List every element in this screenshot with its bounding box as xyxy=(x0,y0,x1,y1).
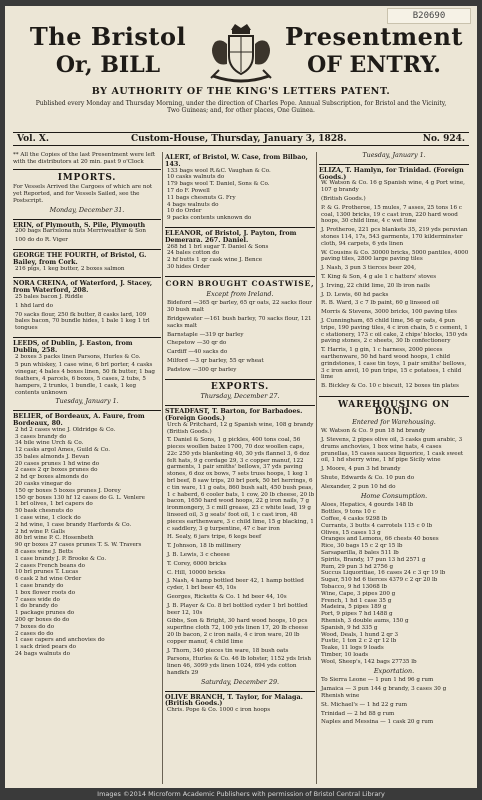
cargo-line: J. Protheroe, 221 pcs blankets 35, 219 yds peruvian stones 114, 17s, 543 garments, 170 kilderminster cloth, 94 carpets, 6 yds linen xyxy=(321,227,468,247)
place-date-label: Custom-House, Thursday, January 3, 1828. xyxy=(131,134,347,144)
cargo-line: T. Harris, 1 g gin, 1 c harness, 2000 pieces earthenware, 50 hd hard wood hoops, 1 child grindstones, 1 case tin toys, 1 pair smiths' bellows, 3 c iron anvil, 10 pun tripe, 15 c potatoes, 1 child lime xyxy=(321,347,467,381)
cargo-line: Rhenish, 3 double aums, 150 g xyxy=(321,618,409,625)
cargo-line: W. Watson & Co. 9 pun 18 hd brandy xyxy=(321,428,426,435)
cargo-line: 35 bales almonds J. Bevan xyxy=(15,453,90,460)
cargo-line: 2 hd wine P. Galls xyxy=(15,528,66,535)
cargo-line: Currants, 3 butts 4 carrotels 115 c 0 lb xyxy=(321,522,433,529)
cargo-line: W. Cousins & Co. 30000 bricks, 5000 pantiles, 4000 paving tiles, 2800 large paving tiles xyxy=(321,249,469,263)
cargo-line: St. Michael's — 1 hd 22 g rum xyxy=(321,701,408,708)
cargo-line: Bideford —365 qr barley, 65 qr oats, 22 sacks flour 30 bush malt xyxy=(167,300,312,314)
cargo-line: Milford —3 qr barley, 55 qr wheat xyxy=(167,357,264,364)
cargo-line: 70 sacks flour, 250 fk butter, 8 casks lard, 109 bales bacon, 70 bundle hides, 1 bale 1 keg 1 trl tongues xyxy=(15,311,150,332)
cargo-line: 2 boxes 3 packs linen Parsons, Hurles & Co. xyxy=(15,353,141,360)
cargo-line: Oranges and Lemons, 66 chests 40 boxes xyxy=(321,536,439,543)
cargo-line: 20 casks vinegar do xyxy=(15,481,72,488)
cargo-line: 100 do do R. Viger xyxy=(15,237,68,244)
cargo-line: 133 bags wool R.&C. Vaughan & Co. xyxy=(167,167,271,174)
cargo-line: Urch & Pritchard, 12 g Spanish wine, 108 g brandy (British Goods.) xyxy=(167,421,314,435)
cargo-line: C. Hill, 10000 bricks xyxy=(167,569,226,576)
cargo-line: J. Irving, 22 child lime, 20 lb iron nails xyxy=(321,282,430,289)
cargo-line: Fustic, 1 ton 2 c 2 qr 12 lb xyxy=(321,638,397,645)
date-heading: Tuesday, January 1. xyxy=(55,397,119,406)
home-consumption-heading: Home Consumption. xyxy=(360,491,428,500)
exportation-list xyxy=(319,677,469,726)
warehousing-heading: WAREHOUSING ON BOND. xyxy=(319,396,469,416)
cargo-list xyxy=(165,707,315,714)
cargo-line: J. Cunningham, 65 child lime, 56 qr oats, 4 pun tripe, 190 paving tiles, 4 c iron chain, 5 c cement, 1 c stationery, 173 c oil cake, 2 chips' blocks, 150 yds paving stones, 2 c sheets, 30 lb confectionery xyxy=(321,317,468,345)
cargo-line: 25 bales bacon J. Riddle xyxy=(15,293,83,300)
cargo-list xyxy=(165,422,315,677)
cargo-line: Sarsaparilla, 8 bales 511 lb xyxy=(321,550,399,557)
cargo-line: Rum, 29 pun 3 hd 2756 g xyxy=(321,563,394,570)
cargo-line: 9 packs contents unknown do xyxy=(167,215,252,222)
image-credit: Images ©2014 Microform Academic Publishers with permission of Bristol Central Library xyxy=(97,790,385,798)
cargo-line: 8 cases wine J. Betts xyxy=(15,549,74,556)
cargo-line: Port, 9 pipes 7 hd 1488 g xyxy=(321,611,393,618)
cargo-line: J. Stevens, 2 pipes olive oil, 3 casks gum arabic, 3 drums anchovies, 1 box wine hats, 4 cases prunellas, 15 cases sauces liquorice, 1 cask sweet oil, 1 hd sherry wine, 1 hf pipe Sicily wine xyxy=(321,437,464,464)
cargo-line: 216 pigs, 1 keg butter, 2 boxes salmon xyxy=(15,265,125,272)
vessel-name: STEADFAST, T. Barton, for Barbadoes. (Foreign Goods.) xyxy=(165,405,315,422)
masthead xyxy=(13,20,469,124)
cargo-line: T. Johnson, 18 lb millinery xyxy=(167,543,241,550)
cargo-line: Timber, 10 loads xyxy=(321,652,369,658)
vessel-name: ALERT, of Bristol, W. Case, from Bilbao, 143. xyxy=(165,153,308,168)
cargo-line: 1 case wine, 1 clock do xyxy=(15,515,81,522)
date-heading: Tuesday, January 1. xyxy=(362,152,426,159)
cargo-line: 4 bags walnuts do xyxy=(167,201,219,208)
cargo-line: 1 sack dried pears do xyxy=(15,644,77,651)
cargo-line: 10 brl prunes T. Lucas xyxy=(15,569,79,576)
cargo-line: 2 hd wine, 1 case brandy Harfords & Co. xyxy=(15,521,132,528)
cargo-line: 1 box flower roots do xyxy=(15,589,76,596)
cargo-line: Rice, 30 bags 15 c 2 qr 15 lb xyxy=(321,543,403,550)
cargo-line: 268 hd 1 brl sugar T. Daniel & Sons xyxy=(167,243,269,250)
warehousing-list xyxy=(319,428,469,490)
vessel-name: GEORGE THE FOURTH, of Bristol, G. Bailey, from Cork. xyxy=(13,249,161,266)
cargo-line: J. Moore, 4 pun 3 hd brandy xyxy=(321,466,401,473)
cargo-line: J. B. Player & Co. 8 brl bottled cyder 1 brl bottled beer 12, 10s xyxy=(167,602,308,616)
date-heading: Saturday, December 29. xyxy=(200,677,280,686)
coastwise-list xyxy=(165,300,315,373)
cargo-line: Succus Liquoritiae, 16 cases 24 c 3 qr 19 lb xyxy=(321,570,446,577)
cargo-line: J. Thorn, 340 pieces tin ware, 18 bush oats xyxy=(167,647,289,654)
column-1 xyxy=(13,152,161,784)
cargo-line: Aloes, Hepatics, 4 gourds 148 lb xyxy=(321,502,414,509)
cargo-line: To Sierra Leone — 1 pun 1 hd 96 g rum xyxy=(321,677,434,684)
cargo-line: 12 casks argol Ames, Guild & Co. xyxy=(15,447,110,454)
home-consumption-list xyxy=(319,502,469,665)
column-divider xyxy=(316,152,317,784)
dateline xyxy=(13,132,469,146)
cargo-line: Jamaica — 3 pun 144 g brandy, 3 cases 30 g Rhenish wine xyxy=(321,686,447,699)
imports-heading: IMPORTS. xyxy=(57,172,117,183)
vessel-name: NORA CREINA, of Waterford, J. Stacey, from Waterford, 208. xyxy=(13,277,161,294)
shelfmark-label: B20690 xyxy=(387,8,471,24)
royal-crest-icon xyxy=(201,20,281,86)
cargo-line: T. Corey, 6000 bricks xyxy=(167,560,227,567)
cargo-line: Coffee, 4 casks 9298 lb xyxy=(321,516,387,523)
cargo-line: Chris. Pope & Co. 1000 c iron hoops xyxy=(167,707,271,714)
vessel-name: ELEANOR, of Bristol, J. Payton, from Demerara. 267. Daniel. xyxy=(165,227,315,244)
cargo-line: T. Daniel & Sons, 1 g pickles, 400 tons coal, 56 pieces woollen baize 1700, 70 doz woollen caps, 22c 250 yds blanketing 40, 30 yds flannel 3, 6 doz felt hats, 9 g cordage 29, 3 c copper manuf, 122 garments, 1 pair smiths' bellows, 37 yds paving stones, 6 doz ox bows, 7 sets truss hoops, 1 keg 1 brl beef, 8 saw trips, 20 brl pork, 50 brl herrings, 6 c tin ware, 11 g oats, 860 bush salt, 450 bush peas, 1 c haberd, 6 cooler bats, 1 cow, 20 lb cheese, 20 lb bacon, 1650 hard wood hoops, 22 g iron nails, 7 g ironmongery, 3 c mill grease, 23 c white lead, 19 g linseed oil, 3 g seats' foot oil, 1 c cast iron, 48 pieces earthenware, 3 c child lime, 15 g blacking, 1 c saddlery, 3 g turpentine, 47 c bar iron xyxy=(167,437,315,532)
cargo-line: P. & G. Protheroe, 15 mules, 7 asses, 25 tons 16 c coal, 1300 bricks, 19 c cast iron, 220 hard wood hoops, 30 child lime, 4 c wet lime xyxy=(321,204,462,225)
cargo-line: Olives, 15 cases 13 g xyxy=(321,529,381,536)
cargo-line: French, 1 hd 1 case 35 g xyxy=(321,597,392,604)
cargo-line: Trinidad — 2 hd 88 g rum xyxy=(321,710,395,717)
cargo-line: 179 bags wool T. Daniel, Sons & Co. xyxy=(167,181,270,188)
cargo-line: T. King & Son, 4 g ale 1 c hatters' stoves xyxy=(321,273,437,280)
cargo-line: Shute, Edwards & Co. 10 pun do xyxy=(321,475,415,482)
cargo-line: 6 cask 2 hd wine Order xyxy=(15,576,82,583)
cargo-line: Naples and Messina — 1 cask 20 g rum xyxy=(321,719,434,726)
cargo-line: Alexander, 2 pun 10 hd do xyxy=(321,483,396,490)
cargo-line: 2 hf butts 1 qr cask wine J. Bence xyxy=(167,257,263,264)
cargo-line: Bridgewater —161 bush barley, 70 sacks flour, 121 sacks malt xyxy=(167,315,312,329)
vessel-name: BELIER, of Bordeaux, A. Faure, from Bordeaux, 80. xyxy=(13,410,161,427)
cargo-line: 1 case brandy J. P. Brooke & Co. xyxy=(15,555,107,562)
date-heading: Thursday, December 27. xyxy=(200,392,280,401)
vessel-name: OLIVE BRANCH, T. Taylor, for Malaga. (British Goods.) xyxy=(165,691,315,708)
cargo-line: Spirits, Brandy, 17 pun 13 hd 2571 g xyxy=(321,556,426,563)
cargo-line: 24 bales cotton do xyxy=(167,250,220,257)
cargo-line: J. B. Lewis, 3 c cheese xyxy=(167,552,230,559)
cargo-line: W. Watson & Co. 16 g Spanish wine, 4 g Port wine, 107 g brandy xyxy=(321,180,465,194)
exports-heading: EXPORTS. xyxy=(165,379,315,391)
cargo-line: 34 bile wine Urch & Co. xyxy=(15,440,84,447)
cargo-line: Wine, Cape, 3 pipes 200 g xyxy=(321,590,396,597)
title-right-line-2: OF ENTRY. xyxy=(307,52,441,78)
column-2 xyxy=(165,152,315,784)
cargo-line: 11 bags chesnuts G. Fry xyxy=(167,194,236,201)
cargo-line: H. Sealy, 6 jars tripe, 6 kegs beef xyxy=(167,534,262,541)
cargo-list xyxy=(319,180,469,390)
cargo-line: 200 bags Barcelona nuts Merriweather & Son xyxy=(15,228,146,235)
cargo-line: 150 qr boxes 130 hf 12 cases do G. L. Venlere xyxy=(15,494,145,501)
vessel-name: LEEDS, of Dublin, J. Easton, from Dublin, 258. xyxy=(13,337,161,354)
coastwise-heading: CORN BROUGHT COASTWISE, xyxy=(165,276,315,288)
cargo-line: J. Nash, 3 pun 3 tierces beer 204, xyxy=(321,265,417,272)
cargo-line: Sugar, 510 hd 6 tierces 4379 c 2 qr 20 lb xyxy=(321,577,438,584)
cargo-line: 7 boxes do do xyxy=(15,623,55,630)
cargo-line: 90 qr boxes 27 cases prunes T. S. W. Travers xyxy=(15,542,142,549)
cargo-line: 1 package prunes do xyxy=(15,610,75,617)
cargo-line: 1 case brandy do xyxy=(15,583,64,590)
date-heading: Monday, December 31. xyxy=(49,205,125,214)
cargo-line: 80 brl wine P. C. Hosenbeth xyxy=(15,535,94,542)
cargo-line: 1 hhd lard do xyxy=(15,302,54,309)
cargo-line: Bottles, 9 tons 10 c xyxy=(321,509,376,516)
cargo-line: 2 hd qr boxes almonds do xyxy=(15,474,88,481)
newspaper-page xyxy=(5,6,477,788)
cargo-line: Cardiff —40 sacks do xyxy=(167,349,228,356)
cargo-line: Georges, Ricketts & Co. 1 hd beer 44, 10s xyxy=(167,594,287,601)
cargo-line: Spanish, 9 hd 335 g xyxy=(321,624,378,631)
vessel-list xyxy=(13,219,161,397)
cargo-line: J. Nash, 4 hamp bottled beer 42, 1 hamp bottled cyder, 1 brl beer 45, 10s xyxy=(167,578,304,592)
cargo-line: 17 do F. Powell xyxy=(167,187,210,194)
issue-number-label: No. 924. xyxy=(422,134,465,144)
cargo-line: 2 hd 2 cases wine J. Oldridge & Co. xyxy=(15,426,116,433)
cargo-line: 200 qr boxes do do xyxy=(15,617,70,624)
cargo-list xyxy=(165,168,315,222)
cargo-line: 10 do Order xyxy=(167,208,202,215)
cargo-line: Morris & Stevens, 3000 bricks, 100 paving tiles xyxy=(321,309,457,316)
title-left-line-2: Or, BILL xyxy=(55,52,161,78)
column-divider xyxy=(162,152,163,784)
cargo-line: Parsons, Hurles & Co. 46 lb lobster, 1152 yds Irish linen 46, 3099 yds linen 1024, 694 yds cotton handkfs 29 xyxy=(167,656,311,676)
cargo-line: 2 cases 2 qr boxes prunes do xyxy=(15,467,98,474)
cargo-line: Padstow —300 qr barley xyxy=(167,366,237,373)
title-right-line-1: Presentment xyxy=(285,22,463,51)
cargo-line: 1 brl olives, 1 brl capers do xyxy=(15,501,93,508)
distribution-notice: ** All the Copies of the last Presentment were left with the distributors at 20 min. past 9 o'Clock xyxy=(13,152,161,170)
volume-label: Vol. X. xyxy=(17,134,49,144)
coastwise-subheading: Except from Ireland. xyxy=(206,289,274,298)
cargo-list xyxy=(13,427,161,658)
cargo-line: Gibbs, Son & Bright, 30 hard wood hoops, 10 pcs superfine cloth 72, 100 yds linen 17, 20 lb cheese 20 lb bacon, 2 c iron nails, 4 c iron ware, 20 lb copper manuf, 4 child lime xyxy=(167,618,309,645)
authority-line: BY AUTHORITY OF THE KING'S LETTERS PATENT. xyxy=(91,86,391,97)
cargo-line: (British Goods.) xyxy=(321,195,366,202)
cargo-line: 50 bask chesnuts do xyxy=(15,508,73,515)
cargo-line: R. B. Ward, 3 c 7 lb paint, 60 g linseed oil xyxy=(321,300,439,307)
cargo-line: Teake, 11 logs 9 loads xyxy=(321,645,384,652)
cargo-line: 2 cases French beans do xyxy=(15,562,86,569)
imports-note: For Vessels Arrived the Cargoes of which are not yet Reported, and for Vessels Sailed, see the Postscript. xyxy=(13,184,153,204)
column-3 xyxy=(319,152,469,784)
cargo-line: 150 qr boxes 5 boxes prunes J. Dorey xyxy=(15,487,121,494)
cargo-line: 2 cases do do xyxy=(15,630,54,637)
cargo-line: 1 do brandy do xyxy=(15,603,58,610)
cargo-line: Wood, Deals, 1 hund 2 qr 3 xyxy=(321,631,399,638)
vessel-name: ERIN, of Plymouth, S. Pile, Plymouth xyxy=(13,219,161,229)
cargo-line: Wool, Sheep's, 142 bags 27735 lb xyxy=(321,658,417,665)
cargo-line: 5 pun whiskey, 1 case wine, 6 brl porter, 4 casks vinegar, 4 bales 4 boxes linen, 50 fk butter, 1 bag feathers, 4 parcels, 6 boxes, 5 cases, 2 tubs, 5 hampers, 2 trunks, 1 bundle, 1 cask, 1 keg contents unknown xyxy=(15,362,156,396)
cargo-line: 30 hides Order xyxy=(167,263,210,270)
cargo-line: B. Bickley & Co. 10 c biscuit, 12 boxes tin plates xyxy=(321,383,459,390)
cargo-line: 1 case capers and anchovies do xyxy=(15,637,105,644)
title-left-line-1: The Bristol xyxy=(29,22,187,51)
cargo-line: 20 cases prunes 1 hd wine do xyxy=(15,460,100,467)
publication-info: Published every Monday and Thursday Morning, under the direction of Charles Pope. Annual Subscription, for Bristol and the Vicinity, Two Guineas; and, for other places, One Guinea. xyxy=(35,100,447,114)
cargo-line: Chepstow —30 qr do xyxy=(167,340,227,347)
cargo-line: Tobacco, 9 hd 13068 lb xyxy=(321,584,388,591)
cargo-line: 3 cases brandy do xyxy=(15,433,67,440)
cargo-line: Madeira, 5 pipes 189 g xyxy=(321,604,387,611)
warehousing-subheading: Entered for Warehousing. xyxy=(352,417,436,426)
cargo-line: 24 bags walnuts do xyxy=(15,651,71,657)
cargo-line: J. D. Lewis, 60 hd packs xyxy=(321,291,389,298)
cargo-list xyxy=(165,244,315,271)
cargo-line: 10 casks walnuts do xyxy=(167,174,225,181)
exportation-heading: Exportation. xyxy=(373,666,415,675)
cargo-line: 7 cases wide do xyxy=(15,596,60,603)
cargo-line: Barnstaple —319 qr barley xyxy=(167,331,244,338)
vessel-name: ELIZA, T. Hamlyn, for Trinidad. (Foreign Goods.) xyxy=(319,164,469,181)
